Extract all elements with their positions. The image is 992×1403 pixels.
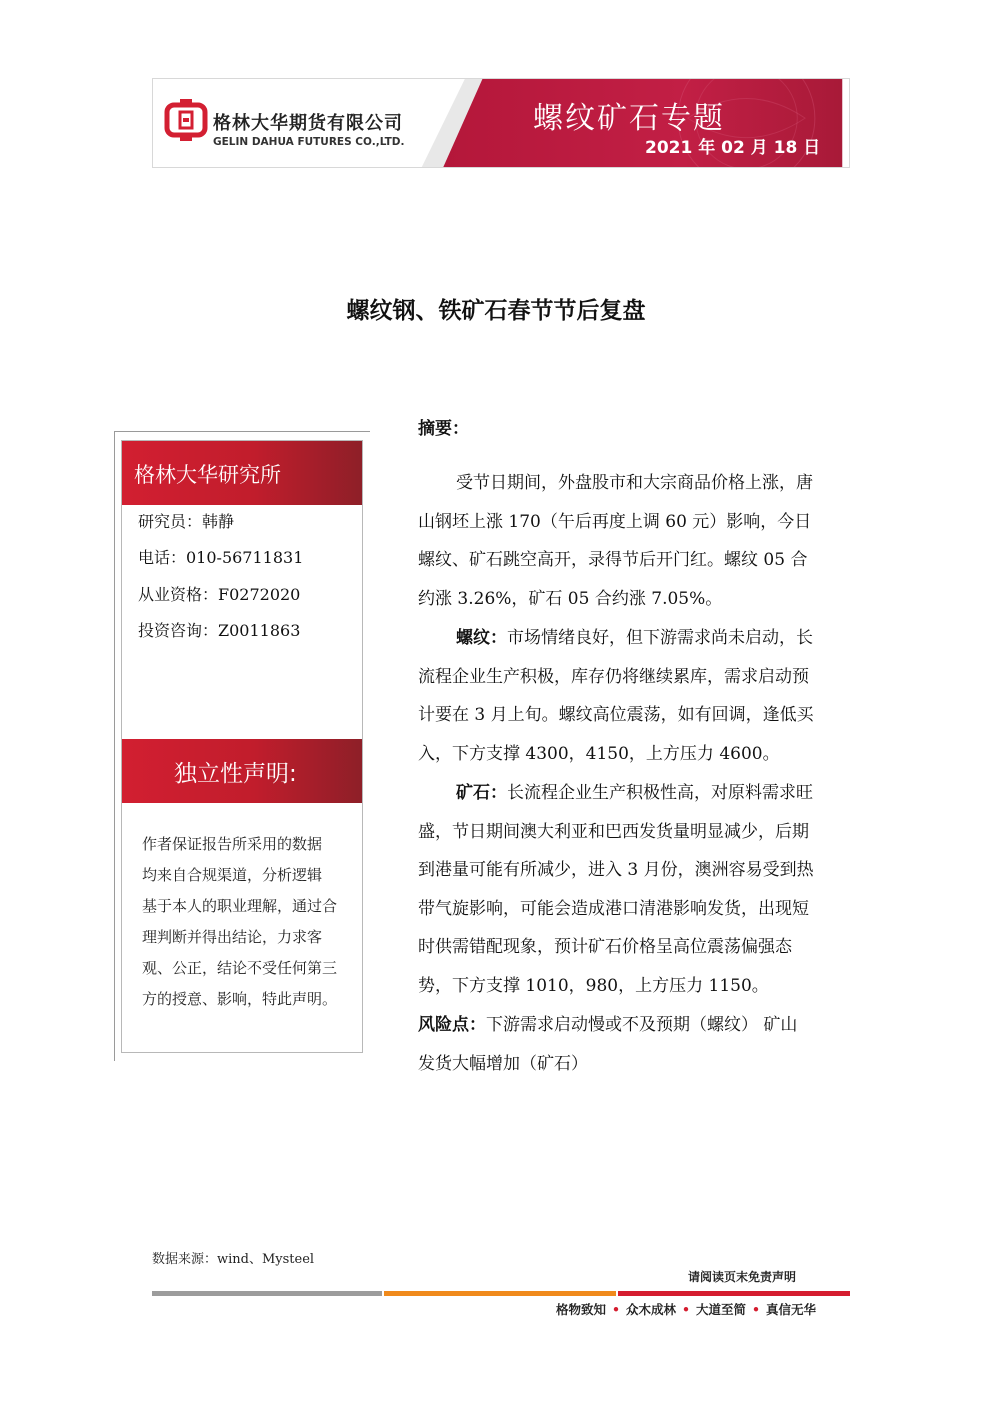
independence-statement bbox=[142, 829, 352, 1015]
statement-title: 独立性声明: bbox=[174, 761, 297, 787]
bullet-icon: • bbox=[612, 1302, 621, 1317]
footer-bar-gray bbox=[152, 1291, 382, 1296]
paragraph-line: 入，下方支撑 4300，4150，上方压力 4600。 bbox=[418, 743, 780, 764]
risk-paragraph bbox=[418, 1006, 873, 1083]
statement-line: 作者保证报告所采用的数据 bbox=[142, 835, 323, 853]
slogan-item: 大道至简 bbox=[696, 1302, 747, 1317]
iron-ore-paragraph bbox=[418, 774, 873, 1005]
summary-paragraph bbox=[418, 464, 873, 618]
paragraph-line: 发货大幅增加（矿石） bbox=[418, 1053, 588, 1074]
paragraph-line: 受节日期间，外盘股市和大宗商品价格上涨，唐 bbox=[456, 473, 813, 493]
paragraph-line: 约涨 3.26%，矿石 05 合约涨 7.05%。 bbox=[418, 588, 723, 609]
rebar-paragraph bbox=[418, 619, 873, 773]
paragraph-line: 市场情绪良好，但下游需求尚未启动，长 bbox=[507, 628, 813, 648]
paragraph-line: 流程企业生产积极，库存仍将继续累库，需求启动预 bbox=[418, 666, 809, 687]
report-header bbox=[152, 78, 850, 168]
researcher-qualification: 从业资格：F0272020 bbox=[138, 585, 301, 604]
researcher-phone: 电话：010-56711831 bbox=[138, 548, 304, 567]
researcher-consulting-id: 投资咨询：Z0011863 bbox=[138, 621, 301, 640]
paragraph-line: 带气旋影响，可能会造成港口清港影响发货，出现短 bbox=[418, 898, 809, 919]
paragraph-line: 长流程企业生产积极性高，对原料需求旺 bbox=[507, 783, 813, 803]
paragraph-line: 盛，节日期间澳大利亚和巴西发货量明显减少，后期 bbox=[418, 821, 809, 842]
report-date: 2021 年 02 月 18 日 bbox=[645, 138, 821, 158]
footer-bar-orange bbox=[384, 1291, 616, 1296]
report-category-title: 螺纹矿石专题 bbox=[533, 101, 725, 136]
slogan-item: 众木成林 bbox=[626, 1302, 677, 1317]
company-name-en: GELIN DAHUA FUTURES CO.,LTD. bbox=[213, 136, 405, 148]
company-logo-icon bbox=[163, 97, 209, 143]
iron-ore-label: 矿石： bbox=[456, 783, 507, 803]
researcher-name: 研究员：韩静 bbox=[138, 512, 235, 531]
paragraph-line: 时供需错配现象，预计矿石价格呈高位震荡偏强态 bbox=[418, 937, 792, 957]
institute-banner bbox=[122, 441, 362, 505]
data-source-note: 数据来源：wind、Mysteel bbox=[152, 1252, 315, 1267]
paragraph-line: 到港量可能有所减少，进入 3 月份，澳洲容易受到热 bbox=[418, 860, 814, 880]
slogan-item: 真信无华 bbox=[766, 1302, 817, 1317]
summary-heading: 摘要： bbox=[418, 419, 469, 439]
slogan-item: 格物致知 bbox=[556, 1302, 607, 1317]
paragraph-line: 势，下方支撑 1010，980，上方压力 1150。 bbox=[418, 975, 769, 996]
company-slogan bbox=[556, 1300, 816, 1318]
bullet-icon: • bbox=[682, 1302, 691, 1317]
statement-line: 理判断并得出结论，力求客 bbox=[142, 928, 323, 946]
statement-line: 方的授意、影响，特此声明。 bbox=[142, 990, 338, 1008]
statement-line: 均来自合规渠道，分析逻辑 bbox=[142, 866, 323, 884]
company-name-cn: 格林大华期货有限公司 bbox=[213, 113, 403, 134]
analyst-sidebar bbox=[121, 440, 363, 1053]
statement-line: 基于本人的职业理解，通过合 bbox=[142, 897, 338, 915]
statement-banner bbox=[122, 739, 362, 803]
risk-label: 风险点： bbox=[418, 1015, 486, 1035]
institute-name: 格林大华研究所 bbox=[134, 463, 281, 487]
paragraph-line: 山钢坯上涨 170（午后再度上调 60 元）影响，今日 bbox=[418, 511, 812, 532]
footer-bar-red bbox=[618, 1291, 850, 1296]
disclaimer-notice: 请阅读页末免责声明 bbox=[688, 1270, 797, 1284]
bullet-icon: • bbox=[752, 1302, 761, 1317]
rebar-label: 螺纹： bbox=[456, 628, 507, 648]
statement-line: 观、公正，结论不受任何第三 bbox=[142, 959, 338, 977]
paragraph-line: 计要在 3 月上旬。螺纹高位震荡，如有回调，逢低买 bbox=[418, 705, 814, 725]
paragraph-line: 螺纹、矿石跳空高开，录得节后开门红。螺纹 05 合 bbox=[418, 550, 808, 570]
paragraph-line: 下游需求启动慢或不及预期（螺纹） 矿山 bbox=[486, 1015, 798, 1035]
page-title: 螺纹钢、铁矿石春节节后复盘 bbox=[346, 298, 646, 324]
